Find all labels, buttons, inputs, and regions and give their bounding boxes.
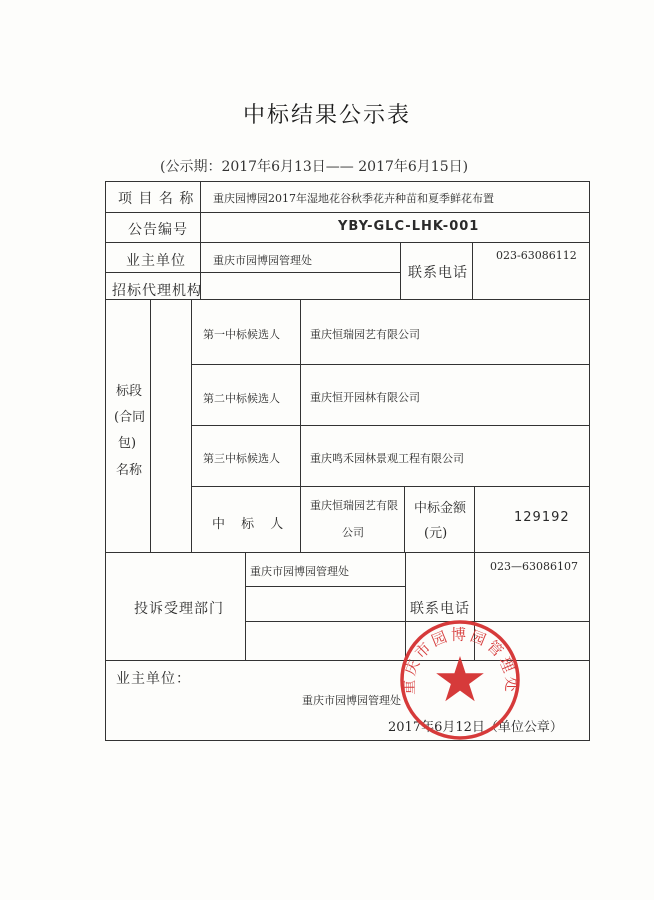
col-divider bbox=[150, 299, 151, 552]
section-label-line2: (合同 bbox=[114, 410, 146, 425]
candidate3-value: 重庆鸣禾园林景观工程有限公司 bbox=[310, 452, 464, 465]
col-divider bbox=[472, 242, 473, 299]
footer-date: 2017年6月12日（单位公章） bbox=[388, 720, 563, 735]
complaint-contact-value: 023—63086107 bbox=[490, 560, 578, 573]
row-divider bbox=[105, 242, 590, 243]
footer-owner-name: 重庆市园博园管理处 bbox=[302, 694, 401, 707]
amount-label-line2: (元) bbox=[424, 526, 448, 541]
row-divider bbox=[105, 272, 400, 273]
complaint-value: 重庆市园博园管理处 bbox=[250, 565, 349, 578]
row-divider bbox=[105, 552, 590, 553]
col-divider bbox=[404, 486, 405, 552]
contact-label: 联系电话 bbox=[408, 265, 468, 281]
seal-star-icon bbox=[436, 656, 484, 701]
page-title: 中标结果公示表 bbox=[242, 103, 411, 128]
footer-owner-label: 业主单位： bbox=[116, 671, 191, 687]
candidate2-label: 第二中标候选人 bbox=[203, 392, 280, 405]
row-divider bbox=[105, 212, 590, 213]
col-divider bbox=[300, 299, 301, 552]
row-divider bbox=[191, 364, 590, 365]
publicity-period: (公示期：2017年6月13日—— 2017年6月15日) bbox=[160, 159, 469, 175]
project-name-value: 重庆园博园2017年湿地花谷秋季花卉种苗和夏季鲜花布置 bbox=[213, 192, 494, 205]
complaint-label: 投诉受理部门 bbox=[134, 601, 224, 617]
owner-label: 业主单位 bbox=[126, 253, 186, 269]
project-name-label: 项 目 名 称 bbox=[118, 191, 195, 207]
col-divider bbox=[474, 486, 475, 552]
col-divider bbox=[245, 552, 246, 660]
winner-value-line1: 重庆恒瑞园艺有限 bbox=[310, 499, 398, 512]
section-label-line4: 名称 bbox=[116, 463, 143, 478]
official-seal bbox=[398, 618, 522, 742]
row-divider bbox=[191, 486, 590, 487]
seal-text: 重庆市园博园管理处 bbox=[399, 625, 521, 695]
col-divider bbox=[191, 299, 192, 552]
table-border-top bbox=[105, 181, 590, 182]
table-border-right bbox=[589, 181, 590, 741]
candidate2-value: 重庆恒开园林有限公司 bbox=[310, 391, 420, 404]
section-label-line3: 包) bbox=[118, 436, 137, 451]
winner-label: 中 标 人 bbox=[212, 517, 290, 532]
col-divider bbox=[400, 242, 401, 299]
agency-label: 招标代理机构 bbox=[112, 283, 202, 299]
amount-value: 129192 bbox=[514, 510, 570, 525]
notice-no-label: 公告编号 bbox=[128, 222, 188, 238]
row-divider bbox=[245, 586, 405, 587]
notice-no-value: YBY-GLC-LHK-001 bbox=[338, 219, 480, 234]
candidate1-label: 第一中标候选人 bbox=[203, 328, 280, 341]
complaint-contact-label: 联系电话 bbox=[410, 601, 470, 617]
winner-value-line2: 公司 bbox=[342, 526, 364, 539]
candidate1-value: 重庆恒瑞园艺有限公司 bbox=[310, 328, 420, 341]
row-divider bbox=[191, 425, 590, 426]
owner-value: 重庆市园博园管理处 bbox=[213, 254, 312, 267]
section-label-line1: 标段 bbox=[116, 384, 143, 399]
candidate3-label: 第三中标候选人 bbox=[203, 452, 280, 465]
contact-value: 023-63086112 bbox=[496, 249, 577, 262]
amount-label-line1: 中标金额 bbox=[414, 501, 467, 516]
table-border-left bbox=[105, 181, 106, 741]
